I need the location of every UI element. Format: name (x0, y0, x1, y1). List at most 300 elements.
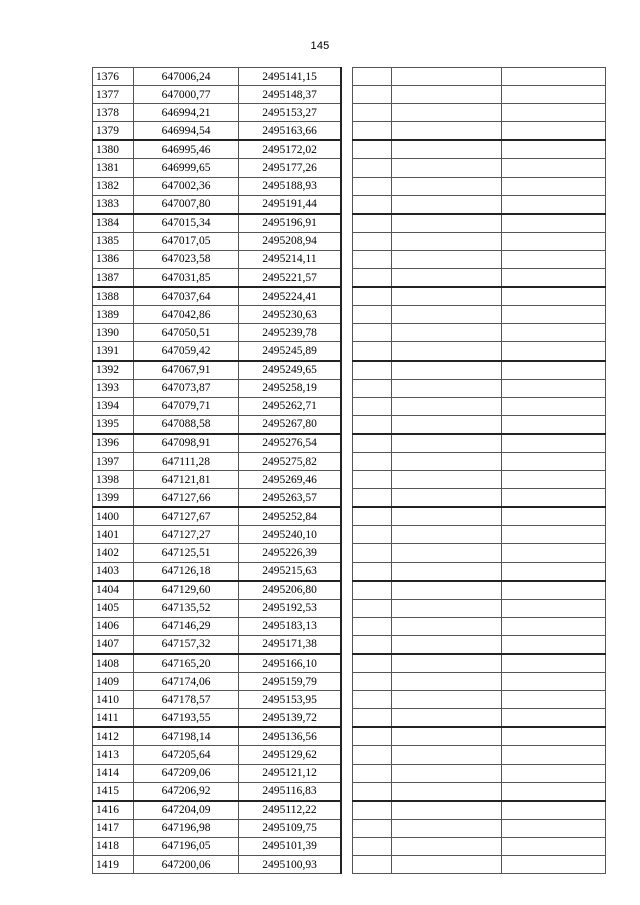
x-coordinate-cell: 647050,51 (134, 324, 239, 342)
y-coordinate-cell: 2495258,19 (239, 379, 342, 397)
empty-cell (353, 691, 392, 709)
x-coordinate-cell: 647006,24 (134, 68, 239, 86)
point-number-cell: 1386 (93, 250, 134, 268)
y-coordinate-cell: 2495171,38 (239, 635, 342, 654)
empty-cell (502, 507, 606, 526)
empty-cell (353, 507, 392, 526)
x-coordinate-cell: 647023,58 (134, 250, 239, 268)
y-coordinate-cell: 2495141,15 (239, 68, 342, 86)
empty-table-row (353, 68, 606, 86)
empty-cell (353, 434, 392, 453)
empty-table-row (353, 434, 606, 453)
empty-cell (353, 177, 392, 195)
point-number-cell: 1403 (93, 562, 134, 581)
empty-cell (353, 599, 392, 617)
table-row (93, 379, 342, 397)
table-row (93, 856, 342, 874)
empty-cell (392, 140, 502, 159)
empty-cell (502, 269, 606, 288)
table-row (93, 342, 342, 361)
y-coordinate-cell: 2495116,83 (239, 782, 342, 801)
table-row (93, 397, 342, 415)
point-number-cell: 1404 (93, 581, 134, 600)
table-row (93, 544, 342, 562)
point-number-cell: 1388 (93, 287, 134, 306)
empty-cell (353, 195, 392, 214)
y-coordinate-cell: 2495249,65 (239, 361, 342, 380)
x-coordinate-cell: 647031,85 (134, 269, 239, 288)
empty-cell (353, 250, 392, 268)
empty-table-row (353, 837, 606, 855)
empty-cell (353, 86, 392, 104)
empty-table-row (353, 415, 606, 434)
empty-cell (502, 452, 606, 470)
empty-table-row (353, 195, 606, 214)
point-number-cell: 1397 (93, 452, 134, 470)
y-coordinate-cell: 2495230,63 (239, 306, 342, 324)
empty-table-row (353, 526, 606, 544)
point-number-cell: 1381 (93, 159, 134, 177)
empty-cell (502, 68, 606, 86)
point-number-cell: 1409 (93, 673, 134, 691)
empty-table-row (353, 306, 606, 324)
empty-cell (353, 379, 392, 397)
empty-cell (392, 489, 502, 508)
x-coordinate-cell: 647196,05 (134, 837, 239, 855)
x-coordinate-cell: 647174,06 (134, 673, 239, 691)
point-number-cell: 1416 (93, 801, 134, 820)
empty-cell (353, 782, 392, 801)
point-number-cell: 1379 (93, 122, 134, 141)
empty-table-row (353, 746, 606, 764)
y-coordinate-cell: 2495188,93 (239, 177, 342, 195)
x-coordinate-cell: 647088,58 (134, 415, 239, 434)
y-coordinate-cell: 2495208,94 (239, 232, 342, 250)
y-coordinate-cell: 2495121,12 (239, 764, 342, 782)
empty-cell (502, 287, 606, 306)
empty-cell (502, 306, 606, 324)
empty-table-row (353, 471, 606, 489)
empty-cell (353, 214, 392, 233)
empty-table-row (353, 673, 606, 691)
table-row (93, 68, 342, 86)
point-number-cell: 1412 (93, 727, 134, 746)
x-coordinate-cell: 647165,20 (134, 654, 239, 673)
empty-table-row (353, 397, 606, 415)
empty-cell (353, 581, 392, 600)
y-coordinate-cell: 2495245,89 (239, 342, 342, 361)
empty-cell (353, 635, 392, 654)
empty-cell (502, 214, 606, 233)
empty-cell (392, 526, 502, 544)
empty-table-row (353, 617, 606, 635)
empty-cell (392, 397, 502, 415)
x-coordinate-cell: 647206,92 (134, 782, 239, 801)
empty-cell (392, 86, 502, 104)
table-row (93, 764, 342, 782)
empty-table-row (353, 691, 606, 709)
empty-table-row (353, 562, 606, 581)
empty-cell (502, 415, 606, 434)
page-number: 145 (310, 40, 330, 52)
empty-cell (392, 691, 502, 709)
empty-cell (392, 324, 502, 342)
empty-table-row (353, 635, 606, 654)
empty-cell (392, 617, 502, 635)
empty-table-row (353, 104, 606, 122)
x-coordinate-cell: 646995,46 (134, 140, 239, 159)
empty-cell (392, 104, 502, 122)
empty-cell (353, 104, 392, 122)
empty-cell (392, 801, 502, 820)
x-coordinate-cell: 646994,21 (134, 104, 239, 122)
empty-cell (353, 673, 392, 691)
empty-table-row (353, 654, 606, 673)
empty-cell (392, 342, 502, 361)
x-coordinate-cell: 647042,86 (134, 306, 239, 324)
y-coordinate-cell: 2495214,11 (239, 250, 342, 268)
empty-cell (392, 819, 502, 837)
point-number-cell: 1382 (93, 177, 134, 195)
x-coordinate-cell: 647193,55 (134, 709, 239, 728)
empty-cell (502, 764, 606, 782)
empty-cell (392, 306, 502, 324)
y-coordinate-cell: 2495191,44 (239, 195, 342, 214)
table-row (93, 361, 342, 380)
empty-cell (353, 397, 392, 415)
table-row (93, 434, 342, 453)
empty-cell (392, 232, 502, 250)
empty-table-row (353, 122, 606, 141)
x-coordinate-cell: 646999,65 (134, 159, 239, 177)
empty-table-row (353, 232, 606, 250)
empty-table-row (353, 452, 606, 470)
table-row (93, 801, 342, 820)
empty-cell (392, 599, 502, 617)
x-coordinate-cell: 647007,80 (134, 195, 239, 214)
empty-cell (353, 526, 392, 544)
point-number-cell: 1415 (93, 782, 134, 801)
x-coordinate-cell: 647204,09 (134, 801, 239, 820)
empty-table-row (353, 764, 606, 782)
empty-cell (392, 562, 502, 581)
x-coordinate-cell: 647079,71 (134, 397, 239, 415)
empty-cell (502, 342, 606, 361)
point-number-cell: 1380 (93, 140, 134, 159)
table-row (93, 140, 342, 159)
empty-cell (502, 709, 606, 728)
x-coordinate-cell: 647125,51 (134, 544, 239, 562)
x-coordinate-cell: 647157,32 (134, 635, 239, 654)
empty-table-row (353, 819, 606, 837)
x-coordinate-cell: 647178,57 (134, 691, 239, 709)
table-row (93, 837, 342, 855)
empty-cell (392, 269, 502, 288)
table-row (93, 746, 342, 764)
empty-cell (392, 507, 502, 526)
y-coordinate-cell: 2495153,95 (239, 691, 342, 709)
table-row (93, 214, 342, 233)
empty-cell (392, 195, 502, 214)
y-coordinate-cell: 2495159,79 (239, 673, 342, 691)
point-number-cell: 1377 (93, 86, 134, 104)
empty-cell (353, 68, 392, 86)
point-number-cell: 1417 (93, 819, 134, 837)
x-coordinate-cell: 647002,36 (134, 177, 239, 195)
x-coordinate-cell: 647200,06 (134, 856, 239, 874)
empty-cell (353, 764, 392, 782)
y-coordinate-cell: 2495275,82 (239, 452, 342, 470)
point-number-cell: 1399 (93, 489, 134, 508)
point-number-cell: 1402 (93, 544, 134, 562)
empty-cell (353, 452, 392, 470)
empty-cell (502, 159, 606, 177)
empty-cell (502, 617, 606, 635)
y-coordinate-cell: 2495129,62 (239, 746, 342, 764)
empty-cell (502, 599, 606, 617)
empty-table (352, 67, 606, 874)
table-row (93, 287, 342, 306)
empty-table-row (353, 177, 606, 195)
empty-cell (353, 269, 392, 288)
empty-cell (353, 617, 392, 635)
empty-table-body (353, 68, 606, 874)
table-row (93, 471, 342, 489)
empty-cell (502, 489, 606, 508)
y-coordinate-cell: 2495153,27 (239, 104, 342, 122)
y-coordinate-cell: 2495163,66 (239, 122, 342, 141)
empty-cell (353, 837, 392, 855)
point-number-cell: 1407 (93, 635, 134, 654)
empty-cell (353, 746, 392, 764)
empty-table-row (353, 361, 606, 380)
empty-cell (392, 764, 502, 782)
empty-cell (392, 782, 502, 801)
empty-cell (392, 727, 502, 746)
empty-cell (392, 250, 502, 268)
empty-cell (392, 746, 502, 764)
point-number-cell: 1378 (93, 104, 134, 122)
y-coordinate-cell: 2495215,63 (239, 562, 342, 581)
x-coordinate-cell: 647111,28 (134, 452, 239, 470)
empty-cell (353, 232, 392, 250)
empty-cell (353, 306, 392, 324)
y-coordinate-cell: 2495206,80 (239, 581, 342, 600)
table-row (93, 654, 342, 673)
empty-table-row (353, 214, 606, 233)
table-row (93, 195, 342, 214)
point-number-cell: 1398 (93, 471, 134, 489)
table-row (93, 104, 342, 122)
point-number-cell: 1405 (93, 599, 134, 617)
x-coordinate-cell: 647127,66 (134, 489, 239, 508)
empty-cell (502, 673, 606, 691)
y-coordinate-cell: 2495177,26 (239, 159, 342, 177)
empty-cell (353, 562, 392, 581)
empty-cell (392, 635, 502, 654)
y-coordinate-cell: 2495166,10 (239, 654, 342, 673)
empty-cell (353, 801, 392, 820)
empty-table-row (353, 379, 606, 397)
empty-cell (353, 287, 392, 306)
point-number-cell: 1390 (93, 324, 134, 342)
empty-table-row (353, 727, 606, 746)
empty-cell (502, 782, 606, 801)
empty-table-row (353, 581, 606, 600)
empty-cell (392, 159, 502, 177)
empty-cell (392, 471, 502, 489)
point-number-cell: 1406 (93, 617, 134, 635)
empty-table-row (353, 782, 606, 801)
empty-cell (392, 68, 502, 86)
table-row (93, 232, 342, 250)
coordinates-table-body (93, 68, 342, 874)
table-row (93, 709, 342, 728)
x-coordinate-cell: 647037,64 (134, 287, 239, 306)
point-number-cell: 1376 (93, 68, 134, 86)
empty-cell (392, 361, 502, 380)
empty-cell (502, 471, 606, 489)
empty-table-row (353, 599, 606, 617)
x-coordinate-cell: 647017,05 (134, 232, 239, 250)
empty-cell (392, 434, 502, 453)
y-coordinate-cell: 2495100,93 (239, 856, 342, 874)
empty-cell (502, 122, 606, 141)
coordinates-table (92, 67, 342, 874)
table-row (93, 635, 342, 654)
point-number-cell: 1393 (93, 379, 134, 397)
empty-cell (353, 727, 392, 746)
table-row (93, 691, 342, 709)
point-number-cell: 1389 (93, 306, 134, 324)
empty-cell (502, 654, 606, 673)
x-coordinate-cell: 647073,87 (134, 379, 239, 397)
empty-cell (502, 581, 606, 600)
empty-cell (392, 177, 502, 195)
empty-cell (502, 324, 606, 342)
empty-cell (392, 709, 502, 728)
empty-cell (502, 361, 606, 380)
point-number-cell: 1383 (93, 195, 134, 214)
empty-cell (502, 379, 606, 397)
y-coordinate-cell: 2495263,57 (239, 489, 342, 508)
table-row (93, 250, 342, 268)
empty-table-row (353, 140, 606, 159)
empty-table-row (353, 507, 606, 526)
y-coordinate-cell: 2495269,46 (239, 471, 342, 489)
table-row (93, 599, 342, 617)
empty-cell (392, 452, 502, 470)
empty-cell (502, 801, 606, 820)
empty-cell (502, 691, 606, 709)
empty-table-row (353, 287, 606, 306)
x-coordinate-cell: 647205,64 (134, 746, 239, 764)
x-coordinate-cell: 647098,91 (134, 434, 239, 453)
empty-table-row (353, 159, 606, 177)
point-number-cell: 1413 (93, 746, 134, 764)
point-number-cell: 1419 (93, 856, 134, 874)
empty-cell (502, 837, 606, 855)
empty-cell (353, 159, 392, 177)
table-row (93, 159, 342, 177)
table-row (93, 324, 342, 342)
empty-cell (392, 654, 502, 673)
x-coordinate-cell: 647015,34 (134, 214, 239, 233)
x-coordinate-cell: 647126,18 (134, 562, 239, 581)
empty-cell (392, 287, 502, 306)
empty-table-row (353, 269, 606, 288)
empty-cell (392, 214, 502, 233)
x-coordinate-cell: 647198,14 (134, 727, 239, 746)
empty-table-row (353, 801, 606, 820)
table-row (93, 86, 342, 104)
point-number-cell: 1391 (93, 342, 134, 361)
empty-cell (502, 177, 606, 195)
point-number-cell: 1401 (93, 526, 134, 544)
point-number-cell: 1395 (93, 415, 134, 434)
point-number-cell: 1411 (93, 709, 134, 728)
empty-cell (353, 342, 392, 361)
y-coordinate-cell: 2495196,91 (239, 214, 342, 233)
y-coordinate-cell: 2495221,57 (239, 269, 342, 288)
empty-cell (502, 232, 606, 250)
empty-table-row (353, 324, 606, 342)
x-coordinate-cell: 647127,27 (134, 526, 239, 544)
table-row (93, 562, 342, 581)
empty-table-row (353, 250, 606, 268)
empty-cell (353, 122, 392, 141)
table-row (93, 673, 342, 691)
point-number-cell: 1385 (93, 232, 134, 250)
x-coordinate-cell: 646994,54 (134, 122, 239, 141)
empty-table-row (353, 856, 606, 874)
empty-cell (353, 489, 392, 508)
empty-cell (502, 397, 606, 415)
empty-cell (392, 122, 502, 141)
y-coordinate-cell: 2495252,84 (239, 507, 342, 526)
empty-cell (502, 104, 606, 122)
empty-cell (353, 819, 392, 837)
empty-cell (353, 140, 392, 159)
empty-cell (502, 434, 606, 453)
y-coordinate-cell: 2495112,22 (239, 801, 342, 820)
y-coordinate-cell: 2495226,39 (239, 544, 342, 562)
point-number-cell: 1408 (93, 654, 134, 673)
empty-table-row (353, 489, 606, 508)
empty-table-row (353, 86, 606, 104)
empty-cell (392, 856, 502, 874)
x-coordinate-cell: 647000,77 (134, 86, 239, 104)
point-number-cell: 1418 (93, 837, 134, 855)
x-coordinate-cell: 647067,91 (134, 361, 239, 380)
empty-cell (353, 415, 392, 434)
empty-cell (502, 544, 606, 562)
point-number-cell: 1396 (93, 434, 134, 453)
table-row (93, 452, 342, 470)
empty-cell (502, 250, 606, 268)
point-number-cell: 1387 (93, 269, 134, 288)
table-row (93, 526, 342, 544)
point-number-cell: 1414 (93, 764, 134, 782)
table-row (93, 415, 342, 434)
x-coordinate-cell: 647209,06 (134, 764, 239, 782)
table-row (93, 177, 342, 195)
y-coordinate-cell: 2495101,39 (239, 837, 342, 855)
x-coordinate-cell: 647127,67 (134, 507, 239, 526)
empty-cell (353, 361, 392, 380)
empty-cell (502, 819, 606, 837)
empty-cell (392, 415, 502, 434)
